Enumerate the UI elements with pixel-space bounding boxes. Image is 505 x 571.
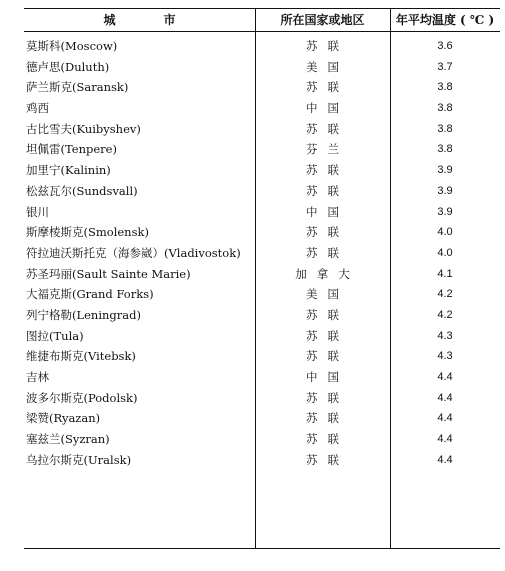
temperature-cell: 4.4: [437, 391, 453, 404]
temperature-cell: 3.7: [437, 60, 453, 73]
city-cell: 乌拉尔斯克(Uralsk): [26, 452, 132, 467]
temperature-cell: 3.9: [437, 184, 453, 197]
country-cell: 苏联: [306, 390, 349, 405]
temperature-cell: 4.3: [437, 350, 453, 363]
city-cell: 松兹瓦尔(Sundsvall): [26, 183, 138, 198]
temperature-cell: 3.6: [437, 40, 453, 52]
table-row: [24, 119, 500, 140]
city-cell: 大福克斯(Grand Forks): [26, 287, 154, 302]
country-cell: 苏联: [306, 121, 349, 136]
temperature-cell: 4.4: [437, 412, 453, 425]
table-row: [24, 429, 500, 450]
city-cell: 符拉迪沃斯托克（海参崴）(Vladivostok): [26, 245, 241, 260]
header-country: 所在国家或地区: [280, 13, 365, 27]
country-cell: 苏联: [306, 307, 349, 322]
country-cell: 苏联: [306, 411, 349, 426]
temperature-cell: 4.2: [437, 288, 453, 301]
temperature-cell: 4.4: [437, 433, 453, 446]
city-cell: 莫斯科(Moscow): [26, 39, 118, 53]
temperature-cell: 3.8: [437, 102, 453, 115]
table-row: [24, 160, 500, 181]
table-row: [24, 388, 500, 409]
temperature-cell: 3.8: [437, 81, 453, 94]
table-row: [24, 264, 500, 285]
country-cell: 苏联: [306, 225, 349, 240]
country-cell: 芬兰: [306, 142, 349, 157]
city-cell: 梁赞(Ryazan): [26, 411, 101, 426]
temperature-cell: 4.0: [437, 246, 453, 259]
table-row: [24, 57, 500, 78]
temperature-cell: 4.1: [437, 267, 453, 280]
table-row: [24, 77, 500, 98]
table-row: [24, 98, 500, 119]
country-cell: 苏联: [306, 349, 349, 364]
table-row: [24, 408, 500, 429]
table-row: [24, 284, 500, 305]
table-header: [24, 9, 500, 31]
table-row: [24, 450, 500, 471]
country-cell: 苏联: [306, 80, 349, 95]
city-cell: 维捷布斯克(Vitebsk): [26, 349, 136, 364]
city-cell: 列宁格勒(Leningrad): [26, 307, 141, 322]
temperature-cell: 3.9: [437, 205, 453, 218]
header-city: 城 市: [103, 13, 194, 27]
table-row: [24, 243, 500, 264]
city-cell: 图拉(Tula): [26, 328, 84, 343]
table-row: [24, 222, 500, 243]
table-row: [24, 367, 500, 388]
country-cell: 美国: [306, 59, 349, 74]
temperature-cell: 3.8: [437, 143, 453, 156]
temperature-cell: 3.8: [437, 122, 453, 135]
temperature-cell: 4.3: [437, 329, 453, 342]
table-row: [24, 202, 500, 223]
country-cell: 苏联: [306, 432, 349, 447]
city-cell: 塞兹兰(Syzran): [26, 432, 110, 447]
city-cell: 鸡西: [26, 101, 49, 116]
country-cell: 中国: [306, 101, 349, 116]
table-row: [24, 139, 500, 160]
city-cell: 吉林: [26, 370, 49, 384]
country-cell: 苏联: [306, 39, 349, 53]
temperature-cell: 4.4: [437, 453, 453, 466]
country-cell: 苏联: [306, 328, 349, 343]
table-row: [24, 181, 500, 202]
temperature-cell: 3.9: [437, 164, 453, 177]
country-cell: 苏联: [306, 163, 349, 178]
country-cell: 苏联: [306, 183, 349, 198]
country-cell: 加拿大: [295, 266, 360, 281]
country-cell: 中国: [306, 204, 349, 219]
city-cell: 萨兰斯克(Saransk): [26, 80, 129, 95]
city-cell: 苏圣玛丽(Sault Sainte Marie): [26, 266, 191, 281]
country-cell: 苏联: [306, 245, 349, 260]
country-cell: 中国: [306, 370, 349, 384]
city-cell: 斯摩棱斯克(Smolensk): [26, 225, 149, 240]
table-row: [24, 305, 500, 326]
table-body: [24, 36, 500, 470]
country-cell: 苏联: [306, 452, 349, 467]
temperature-cell: 4.4: [437, 371, 453, 383]
country-cell: 美国: [306, 287, 349, 302]
city-cell: 坦佩雷(Tenpere): [26, 142, 117, 157]
city-cell: 德卢思(Duluth): [26, 59, 110, 74]
table-bottom-rule: [24, 548, 500, 549]
temperature-cell: 4.0: [437, 226, 453, 239]
city-cell: 古比雪夫(Kuibyshev): [26, 121, 141, 136]
city-temperature-table: [24, 8, 500, 549]
header-bottom-rule: [24, 31, 500, 32]
city-cell: 银川: [26, 204, 49, 219]
city-cell: 加里宁(Kalinin): [26, 163, 111, 178]
table-row: [24, 36, 500, 57]
header-temperature: 年平均温度 ( ℃ ): [395, 13, 495, 27]
table-row: [24, 326, 500, 347]
table-row: [24, 346, 500, 367]
city-cell: 波多尔斯克(Podolsk): [26, 390, 138, 405]
temperature-cell: 4.2: [437, 308, 453, 321]
